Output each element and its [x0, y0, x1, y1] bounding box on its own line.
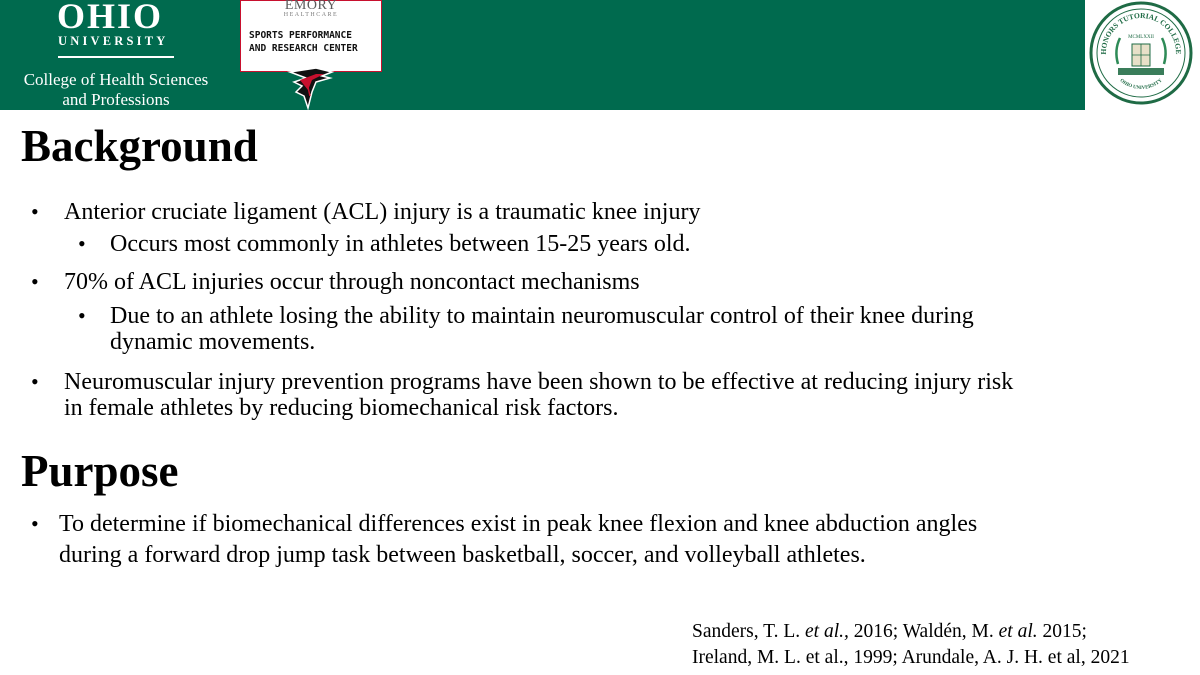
- college-name: [0, 70, 232, 110]
- reference-line-2: Ireland, M. L. et al., 1999; Arundale, A. J. H. et al, 2021: [692, 647, 1130, 668]
- falcons-logo-icon: [286, 66, 336, 110]
- ref1-author: Sanders, T. L.: [692, 621, 801, 642]
- purpose-line-1: To determine if biomechanical differences exist in peak knee flexion and knee abduction angles: [59, 511, 978, 537]
- college-line-2: and Professions: [62, 90, 170, 109]
- sub-bullet-1: Occurs most commonly in athletes between 15-25 years old.: [110, 231, 691, 257]
- bullet-3-line-1: Neuromuscular injury prevention programs have been shown to be effective at reducing injury risk: [64, 369, 1014, 395]
- sub-bullet-dot: •: [78, 303, 86, 328]
- sub-bullet-2-line-2: dynamic movements.: [110, 329, 316, 355]
- college-line-1: College of Health Sciences: [23, 70, 209, 89]
- sub-bullet-dot: •: [78, 231, 86, 256]
- emory-wordmark: EMORY: [284, 0, 338, 13]
- emory-line-1: SPORTS PERFORMANCE: [249, 30, 352, 41]
- references: [692, 619, 1130, 671]
- seal-bottom-text: OHIO UNIVERSITY: [1118, 78, 1164, 92]
- reference-line-1: [692, 619, 1130, 645]
- ref1-etal: et al.,: [805, 621, 849, 642]
- header-banner: [0, 0, 1200, 110]
- ref1-rest: 2016; Waldén, M.: [853, 621, 994, 642]
- bullet-dot: •: [31, 511, 39, 536]
- university-wordmark: UNIVERSITY: [58, 34, 169, 48]
- purpose-heading: Purpose: [21, 446, 179, 496]
- purpose-line-2: during a forward drop jump task between basketball, soccer, and volleyball athletes.: [59, 542, 866, 568]
- bullet-1: Anterior cruciate ligament (ACL) injury is a traumatic knee injury: [64, 199, 701, 225]
- bullet-dot: •: [31, 369, 39, 394]
- seal-year: MCMLXXII: [1128, 35, 1154, 40]
- bullet-dot: •: [31, 269, 39, 294]
- honors-tutorial-college-seal: [1088, 0, 1194, 106]
- ohio-wordmark: OHIO: [57, 0, 164, 36]
- seal-top-text: HONORS TUTORIAL COLLEGE: [1098, 10, 1184, 55]
- emory-healthcare-text: HEALTHCARE: [283, 12, 339, 18]
- bullet-dot: •: [31, 199, 39, 224]
- emory-sports-logo: [240, 0, 382, 72]
- emory-line-2: AND RESEARCH CENTER: [249, 43, 358, 54]
- bullet-3-line-2: in female athletes by reducing biomechanical risk factors.: [64, 395, 619, 421]
- logo-rule: [58, 56, 174, 58]
- ohio-university-logo: [0, 0, 240, 110]
- ref1-year: 2015;: [1042, 621, 1087, 642]
- sub-bullet-2-line-1: Due to an athlete losing the ability to maintain neuromuscular control of their knee during: [110, 303, 974, 329]
- ref1-etal-2: et al.: [998, 621, 1038, 642]
- bullet-2: 70% of ACL injuries occur through noncontact mechanisms: [64, 269, 640, 295]
- background-heading: Background: [21, 121, 258, 171]
